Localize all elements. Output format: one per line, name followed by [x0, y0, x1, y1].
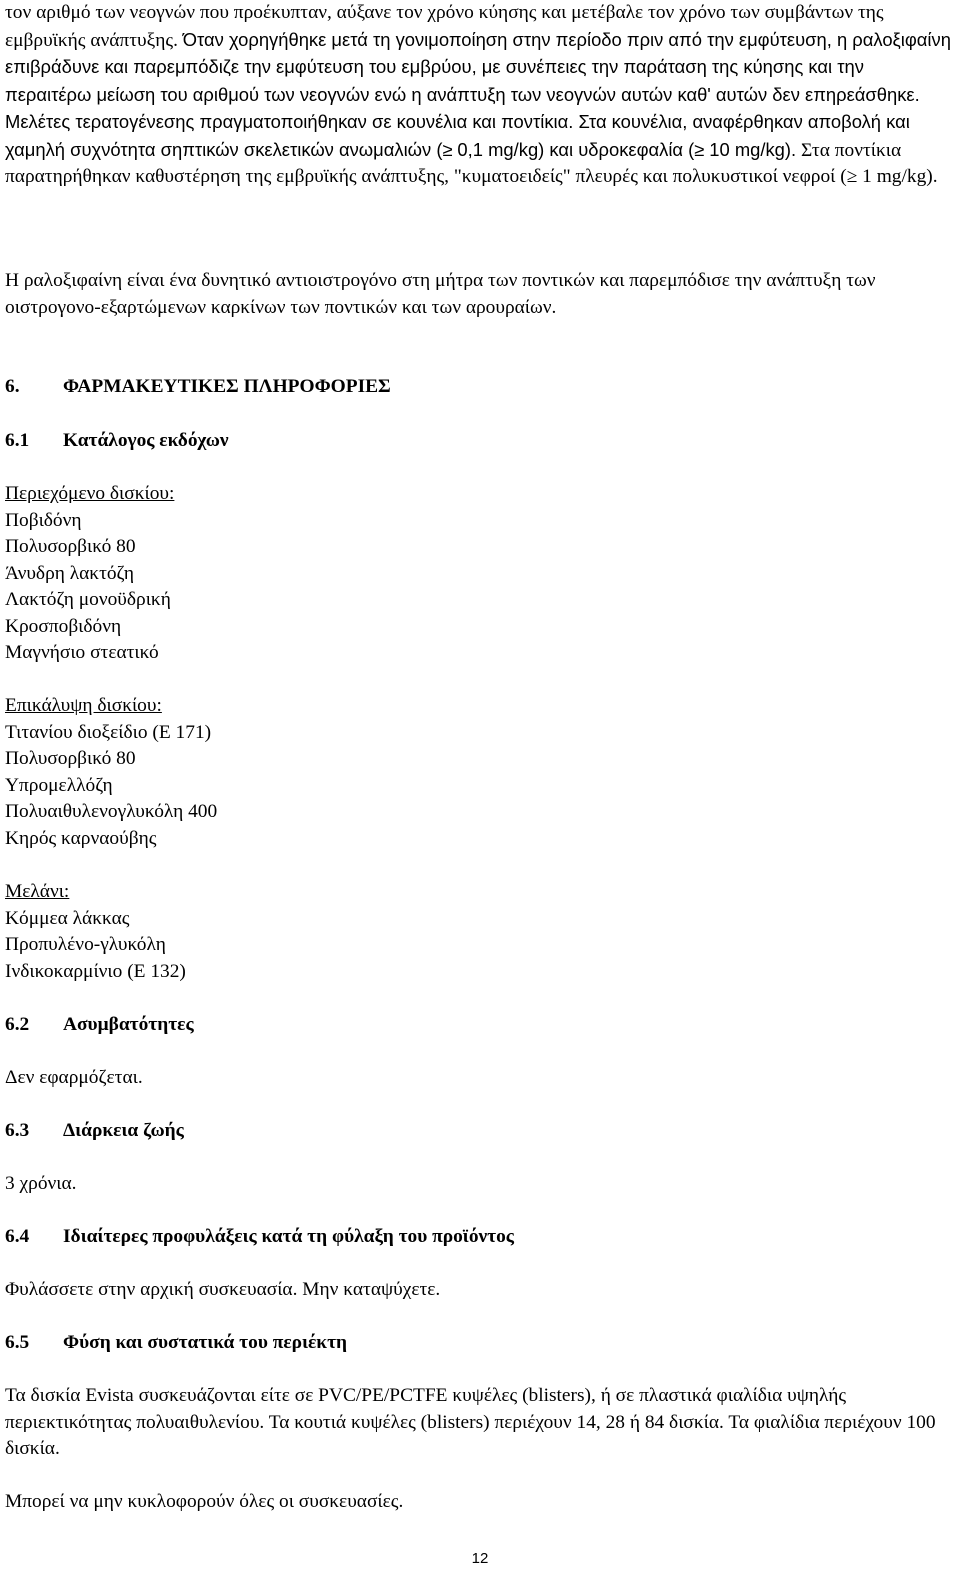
- ge-symbol: ≥: [694, 138, 705, 160]
- text-sans-b: 0,1 mg/kg) και υδροκεφαλία (: [457, 138, 695, 160]
- section-title: Ασυμβατότητες: [63, 1014, 194, 1035]
- list-item: Τιτανίου διοξείδιο (E 171): [5, 721, 212, 743]
- list-item: Άνυδρη λακτόζη: [5, 562, 134, 584]
- section-6-3-heading: [5, 1118, 184, 1145]
- coating-label: Επικάλυψη δισκίου:: [5, 695, 162, 716]
- list-item: Λακτόζη μονοϋδρική: [5, 589, 171, 610]
- list-item: Πολυαιθυλενογλυκόλη 400: [5, 801, 218, 822]
- section-6-3-text: 3 χρόνια.: [5, 1173, 77, 1194]
- section-6-heading: [5, 374, 391, 401]
- text-serif-a: τον αριθμό των νεογνών που προέκυπταν, αύξανε τον χρόνο κύησης και μετέβαλε τον χρόνο των συμβάντων της εμβρυϊκής ανάπτυξης.: [5, 2, 884, 51]
- section-number: 6.5: [5, 1332, 30, 1353]
- ink-list: [5, 906, 186, 986]
- section-6-5-text: Τα δισκία Evista συσκευάζονται είτε σε PVC/PE/PCTFE κυψέλες (blisters), ή σε πλαστικά φιαλίδια υψηλής περιεκτικότητας πολυαιθυλενίου. Τα κουτιά κυψέλες (blisters) περιέχουν 14, 28 ή 84 δισκία. Τα φιαλίδια περιέχουν 100 δισκία.: [5, 1385, 936, 1459]
- page-number: 12: [471, 1550, 489, 1567]
- ge-symbol: ≥: [846, 166, 858, 187]
- list-item: Κροσποβιδόνη: [5, 615, 122, 637]
- ge-symbol: ≥: [442, 138, 453, 160]
- section-title: Διάρκεια ζωής: [63, 1120, 184, 1141]
- section-6-5-heading: [5, 1330, 347, 1357]
- list-item: Κηρός καρναούβης: [5, 827, 157, 849]
- list-item: Πολυσορβικό 80: [5, 748, 136, 769]
- text-serif-b: Στα ποντίκια παρατηρήθηκαν καθυστέρηση της εμβρυϊκής ανάπτυξης, "κυματοειδείς" πλευρές και πολυκυστικοί νεφροί (: [5, 139, 902, 187]
- list-item: Υπρομελλόζη: [5, 774, 113, 796]
- section-number: 6.3: [5, 1120, 30, 1141]
- ink-excipients: [5, 879, 186, 985]
- section-number: 6.2: [5, 1014, 30, 1035]
- section-6-4-heading: [5, 1224, 514, 1251]
- text-sans: Όταν χορηγήθηκε μετά τη γονιμοποίηση στην περίοδο πριν από την εμφύτευση, η ραλοξιφαίνη επιβράδυνε και παρεμπόδιζε την εμφύτευση του εμβρύου, με συνέπειες την παράταση της κύησης και την περαιτέρω μείωση του αριθμού των νεογνών ενώ η ανάπτυξη των νεογνών αυτών καθ' αυτών δεν επηρεάσθηκε. Μελέτες τερατογένεσης πραγματοποιήθηκαν σε κουνέλια και ποντίκια. Στα κουνέλια, αναφέρθηκαν αποβολή και χαμηλή συχνότητα σηπτικών σκελετικών ανωμαλιών (: [5, 28, 951, 160]
- list-item: Μαγνήσιο στεατικό: [5, 642, 159, 663]
- section-6-4-text: Φυλάσσετε στην αρχική συσκευασία. Μην καταψύχετε.: [5, 1279, 441, 1300]
- core-label: Περιεχόμενο δισκίου:: [5, 483, 175, 504]
- section-6-2-text: Δεν εφαρμόζεται.: [5, 1067, 143, 1088]
- core-list: [5, 508, 174, 667]
- text-sans-c: 10 mg/kg).: [709, 138, 797, 160]
- section-6-2-heading: [5, 1012, 194, 1039]
- list-item: Πολυσορβικό 80: [5, 536, 136, 557]
- section-title: Κατάλογος εκδόχων: [63, 430, 229, 451]
- list-item: Κόμμεα λάκκας: [5, 907, 130, 929]
- section-number: 6.1: [5, 430, 30, 451]
- section-title: Φύση και συστατικά του περιέκτη: [63, 1332, 348, 1353]
- list-item: Ινδικοκαρμίνιο (E 132): [5, 960, 186, 982]
- section-number: 6.4: [5, 1226, 30, 1247]
- section-number: 6.: [5, 376, 20, 397]
- ink-label: Μελάνι:: [5, 881, 70, 902]
- section-title: ΦΑΡΜΑΚΕΥΤΙΚΕΣ ΠΛΗΡΟΦΟΡΙΕΣ: [63, 376, 391, 397]
- section-6-5-note: Μπορεί να μην κυκλοφορούν όλες οι συσκευασίες.: [5, 1491, 404, 1512]
- paragraph-antiestrogen: Η ραλοξιφαίνη είναι ένα δυνητικό αντιοιστρογόνο στη μήτρα των ποντικών και παρεμπόδισε την ανάπτυξη των οιστρογονο-εξαρτώμενων καρκίνων των ποντικών και των αρουραίων.: [5, 270, 876, 318]
- core-excipients: [5, 481, 174, 667]
- list-item: Ποβιδόνη: [5, 509, 82, 531]
- section-6-1-heading: [5, 428, 229, 455]
- text-serif-c: 1 mg/kg).: [862, 166, 938, 187]
- section-title: Ιδιαίτερες προφυλάξεις κατά τη φύλαξη του προϊόντος: [63, 1226, 514, 1247]
- coating-excipients: [5, 693, 217, 852]
- coating-list: [5, 720, 217, 853]
- list-item: Προπυλένο-γλυκόλη: [5, 934, 166, 955]
- paragraph-reproductive-toxicity: [5, 0, 955, 191]
